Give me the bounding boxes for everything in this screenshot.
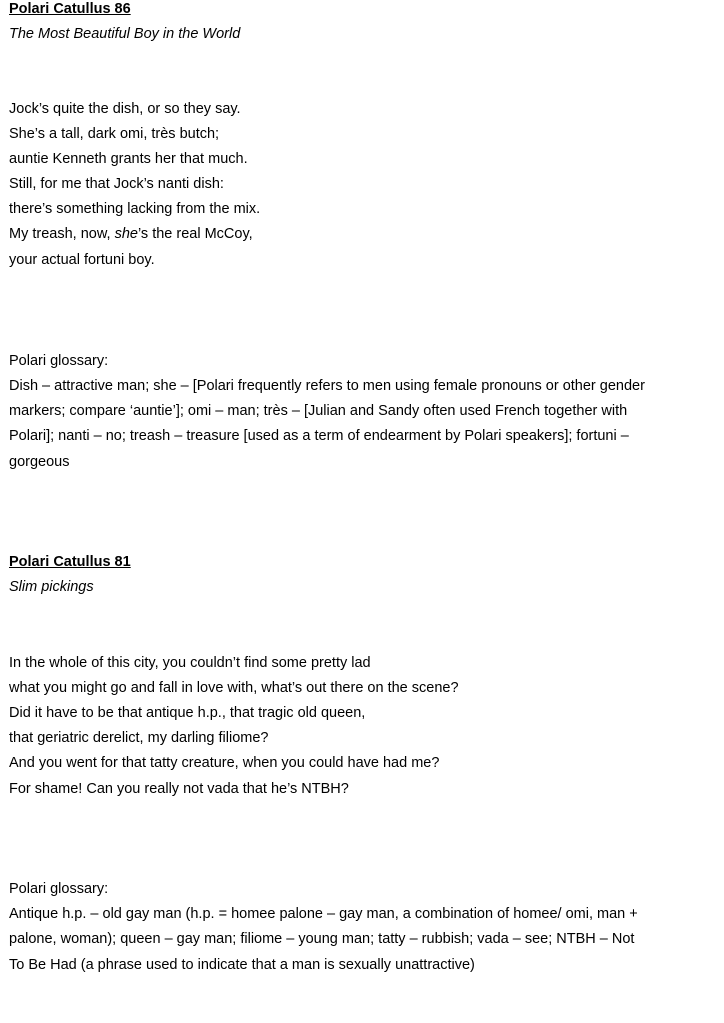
glossary-line: gorgeous bbox=[9, 454, 70, 470]
poem-title: Polari Catullus 86 bbox=[9, 1, 131, 17]
poem-line: For shame! Can you really not vada that he’s NTBH? bbox=[9, 781, 349, 797]
poem-line: In the whole of this city, you couldn’t find some pretty lad bbox=[9, 655, 371, 671]
poem-line-part: My treash, now, bbox=[9, 226, 115, 242]
glossary-line: Polari]; nanti – no; treash – treasure [used as a term of endearment by Polari speakers]; fortuni – bbox=[9, 428, 629, 444]
glossary-line: palone, woman); queen – gay man; filiome – young man; tatty – rubbish; vada – see; NTBH – Not bbox=[9, 931, 635, 947]
poem-line: Still, for me that Jock’s nanti dish: bbox=[9, 176, 224, 192]
poem-line: Did it have to be that antique h.p., that tragic old queen, bbox=[9, 705, 366, 721]
glossary-line: markers; compare ‘auntie’]; omi – man; très – [Julian and Sandy often used French together with bbox=[9, 403, 628, 419]
glossary-line: Antique h.p. – old gay man (h.p. = homee palone – gay man, a combination of homee/ omi, man + bbox=[9, 906, 638, 922]
poem-line: And you went for that tatty creature, when you could have had me? bbox=[9, 755, 440, 771]
poem-line: what you might go and fall in love with, what’s out there on the scene? bbox=[9, 680, 459, 696]
poem-line: auntie Kenneth grants her that much. bbox=[9, 151, 248, 167]
glossary-line: Dish – attractive man; she – [Polari frequently refers to men using female pronouns or other gender bbox=[9, 378, 645, 394]
glossary-line: To Be Had (a phrase used to indicate that a man is sexually unattractive) bbox=[9, 957, 475, 973]
poem-line bbox=[9, 225, 253, 243]
poem-line-emphasis: she bbox=[114, 226, 138, 242]
glossary-heading: Polari glossary: bbox=[9, 881, 109, 897]
poem-subtitle: The Most Beautiful Boy in the World bbox=[9, 26, 241, 42]
poem-line: She’s a tall, dark omi, très butch; bbox=[9, 126, 220, 142]
poem-line: that geriatric derelict, my darling filiome? bbox=[9, 730, 269, 746]
poem-line-part: ’s the real McCoy, bbox=[137, 226, 253, 242]
poem-line: your actual fortuni boy. bbox=[9, 252, 155, 268]
poem-title: Polari Catullus 81 bbox=[9, 554, 131, 570]
poem-subtitle: Slim pickings bbox=[9, 579, 94, 595]
poem-line: Jock’s quite the dish, or so they say. bbox=[9, 101, 241, 117]
poem-line: there’s something lacking from the mix. bbox=[9, 201, 261, 217]
glossary-heading: Polari glossary: bbox=[9, 353, 109, 369]
